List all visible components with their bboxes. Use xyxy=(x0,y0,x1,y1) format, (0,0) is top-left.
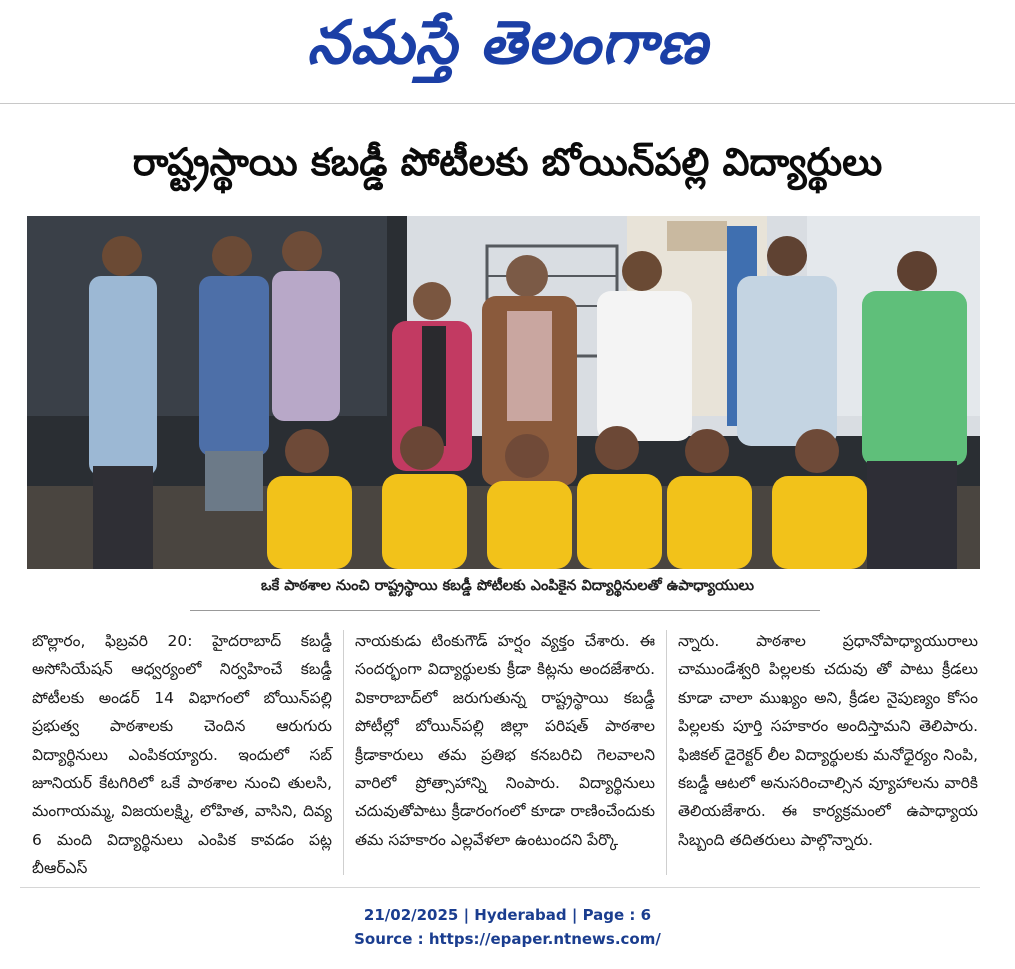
article-column-1: బొల్లారం, ఫిబ్రవరి 20: హైదరాబాద్ కబడ్డీ అసోసియేషన్ ఆధ్వర్యంలో నిర్వహించే కబడ్డీ పోటీలకు అండర్ 14 విభాగంలో బోయిన్‌పల్లి ప్రభుత్వ పాఠశాలకు చెందిన ఆరుగురు విద్యార్థినులు ఎంపికయ్యారు. ఇందులో సబ్ జూనియర్ కేటగిరిలో ఒకే పాఠశాల నుంచి తులసి, మంగాయమ్మ, విజయలక్ష్మి, లోహిత, వాసిని, దివ్య 6 మంది విద్యార్థినులు ఎంపిక కావడం పట్ల బీఆర్‌ఎస్ xyxy=(32,632,332,878)
masthead xyxy=(0,0,1015,100)
photo-caption: ఒకే పాఠశాల నుంచి రాష్ట్రస్థాయి కబడ్డీ పోటీలకు ఎంపికైన విద్యార్థినులతో ఉపాధ్యాయులు xyxy=(261,578,754,594)
article-photo xyxy=(27,216,980,569)
source-link[interactable]: Source : https://epaper.ntnews.com/ xyxy=(354,930,661,948)
masthead-divider xyxy=(0,103,1015,104)
group-photo-illustration xyxy=(27,216,980,569)
footer-divider xyxy=(20,887,980,888)
column-divider xyxy=(343,630,344,875)
column-divider xyxy=(666,630,667,875)
article-column-3: న్నారు. పాఠశాల ప్రధానోపాధ్యాయురాలు చాముండేశ్వరి పిల్లలకు చదువు తో పాటు క్రీడలు కూడా చాలా ముఖ్యం అని, క్రీడల నైపుణ్యం కోసం పిల్లలకు పూర్తి సహకారం అందిస్తామని తెలిపారు. ఫిజికల్ డైరెక్టర్ లీల విద్యార్థులకు మనోధైర్యం నింపి, కబడ్డీ ఆటలో అనుసరించాల్సిన వ్యూహాలను వారికి తెలియజేశారు. ఈ కార్యక్రమంలో ఉపాధ్యాయ సిబ్బంది తదితరులు పాల్గొన్నారు. xyxy=(678,632,978,849)
caption-divider xyxy=(190,610,820,611)
newspaper-logo: నమస్తే తెలంగాణ xyxy=(306,8,709,78)
dateline: 21/02/2025 | Hyderabad | Page : 6 xyxy=(363,906,652,924)
article-column-2: నాయకుడు టింకుగౌడ్ హర్షం వ్యక్తం చేశారు. ఈ సందర్భంగా విద్యార్థులకు క్రీడా కిట్లను అందజేశారు. వికారాబాద్‌లో జరుగుతున్న రాష్ట్రస్థాయి కబడ్డీ పోటీల్లో బోయిన్‌పల్లి జిల్లా పరిషత్ పాఠశాల క్రీడాకారులు తమ ప్రతిభ కనబరిచి గెలవాలని వారిలో ప్రోత్సాహాన్ని నింపారు. విద్యార్థినులు చదువుతోపాటు క్రీడారంగంలో కూడా రాణించేందుకు తమ సహకారం ఎల్లవేళలా ఉంటుందని పేర్కొ xyxy=(355,632,655,849)
article-headline: రాష్ట్రస్థాయి కబడ్డీ పోటీలకు బోయిన్‌పల్లి విద్యార్థులు xyxy=(132,140,883,184)
